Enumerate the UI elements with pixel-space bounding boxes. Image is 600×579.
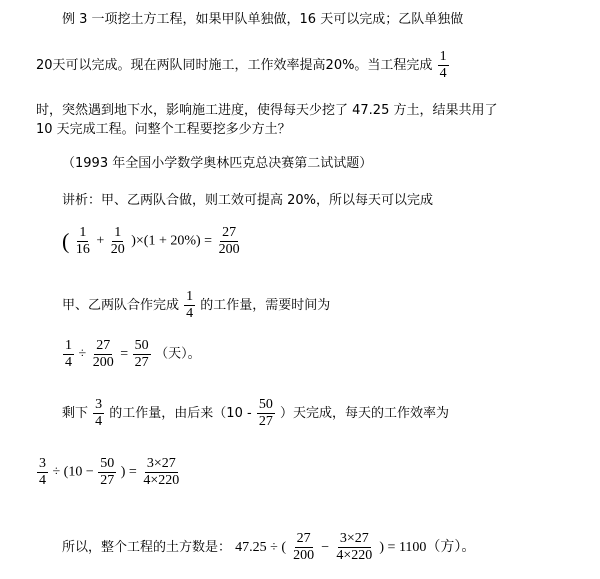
problem-line-3: 时，突然遇到地下水，影响施工进度，使得每天少挖了 47.25 方土，结果共用了 <box>36 103 498 118</box>
final-answer: 所以，整个工程的土方数是： 47.25 ÷ ( $\frac{27}{200}$ − $\frac{3\times 27}{4\times 220}$ ) = 1100（方）。 <box>62 531 476 563</box>
eq3-fraction-2: $\frac{50}{27}$ <box>100 456 115 488</box>
problem-source: （1993 年全国小学数学奥林匹克总决赛第二试试题） <box>62 156 373 171</box>
fraction-fifty-over-27: $\frac{50}{27}$ <box>258 397 273 429</box>
eq3-result: $\frac{3\times 27}{4\times 220}$ <box>143 456 180 488</box>
solution-line-2: 甲、乙两队合作完成 $\frac{1}{4}$ 的工作量，需要时间为 <box>62 289 331 321</box>
problem-line-2-text: 20天可以完成。现在两队同时施工，工作效率提高20%。当工程完成 <box>36 58 433 73</box>
fraction-three-quarters: $\frac{3}{4}$ <box>95 397 103 429</box>
eq1-fraction-1: $\frac{1}{16}$ <box>75 225 90 257</box>
fraction-one-quarter: $\frac{1}{4}$ <box>439 49 447 81</box>
solution-line-3: 剩下 $\frac{3}{4}$ 的工作量，由后来（10 - $\frac{50}{27}$ ）天完成，每天的工作效率为 <box>62 397 449 429</box>
equation-1: ( $\frac{1}{16}$ + $\frac{1}{20}$ )×(1 + 20%) = $\frac{27}{200}$ <box>62 225 240 257</box>
final-fraction-1: $\frac{27}{200}$ <box>293 531 315 563</box>
eq2-fraction-1: $\frac{1}{4}$ <box>65 338 72 370</box>
eq1-fraction-2: $\frac{1}{20}$ <box>110 225 125 257</box>
eq2-fraction-2: $\frac{27}{200}$ <box>92 338 114 370</box>
eq3-fraction-1: $\frac{3}{4}$ <box>39 456 46 488</box>
final-fraction-2: $\frac{3\times 27}{4\times 220}$ <box>336 531 373 563</box>
fraction-one-quarter-2: $\frac{1}{4}$ <box>186 289 194 321</box>
eq1-result: $\frac{27}{200}$ <box>218 225 240 257</box>
equation-3: $\frac{3}{4}$ ÷ (10 − $\frac{50}{27}$ ) = $\frac{3\times 27}{4\times 220}$ <box>39 456 180 488</box>
problem-line-4: 10 天完成工程。问整个工程要挖多少方土？ <box>36 122 291 137</box>
equation-2: $\frac{1}{4}$ ÷ $\frac{27}{200}$ = $\frac{50}{27}$ （天）。 <box>65 338 201 370</box>
solution-intro: 讲析：甲、乙两队合做，则工效可提高 20%，所以每天可以完成 <box>62 193 434 208</box>
problem-line-1: 例 3 一项挖土方工程，如果甲队单独做，16 天可以完成；乙队单独做 <box>62 12 464 27</box>
problem-line-2 <box>36 50 450 81</box>
eq2-result: $\frac{50}{27}$ <box>134 338 149 370</box>
